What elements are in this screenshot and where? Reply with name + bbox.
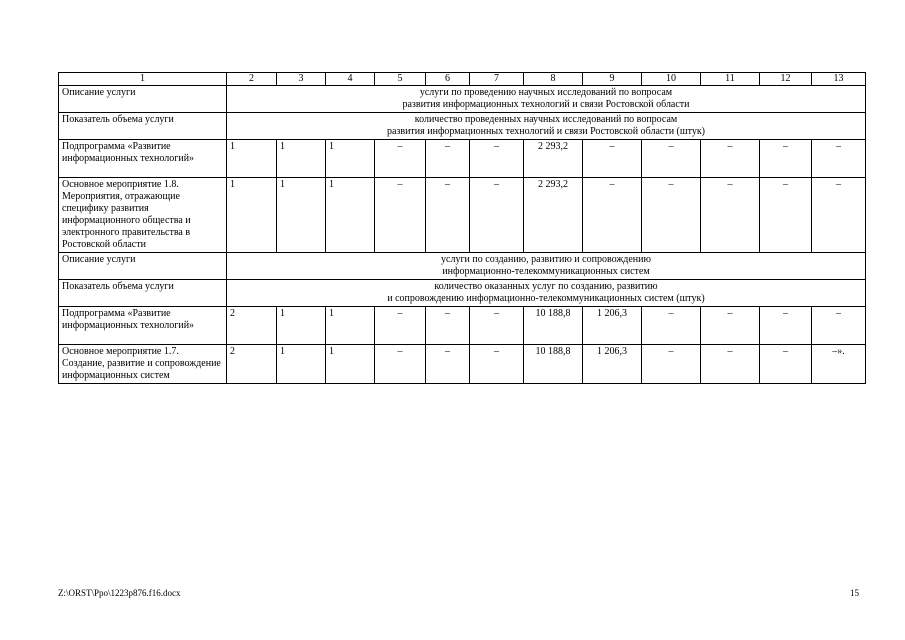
column-header: 2	[227, 73, 277, 86]
table-cell: –	[426, 178, 470, 253]
table-cell: –	[583, 178, 642, 253]
table-cell: 1 206,3	[583, 307, 642, 345]
table-row	[59, 280, 866, 307]
row-label: Основное мероприятие 1.8. Мероприятия, отражающие специфику развития информационного общества и электронного правительства в Ростовской области	[59, 178, 227, 253]
table-cell: –	[470, 345, 524, 384]
table-cell: –	[812, 307, 866, 345]
services-table	[58, 72, 866, 384]
table-cell: 2 293,2	[524, 140, 583, 178]
table-cell: 1 206,3	[583, 345, 642, 384]
row-label: Подпрограмма «Развитие информационных технологий»	[59, 140, 227, 178]
column-header: 1	[59, 73, 227, 86]
table-cell: –	[375, 178, 426, 253]
column-header: 10	[642, 73, 701, 86]
table-cell: 1	[227, 178, 277, 253]
table-row	[59, 307, 866, 345]
table-cell: –	[375, 307, 426, 345]
description-line: количество оказанных услуг по созданию, развитию	[434, 281, 658, 292]
page-number: 15	[850, 588, 859, 598]
description-line: развития информационных технологий и связи Ростовской области (штук)	[386, 126, 706, 137]
table-cell: 1	[227, 140, 277, 178]
file-path: Z:\ORST\Ppo\1223p876.f16.docx	[58, 588, 181, 598]
table-cell: –	[470, 307, 524, 345]
table-cell: –	[642, 140, 701, 178]
table-cell: –	[375, 140, 426, 178]
column-header: 9	[583, 73, 642, 86]
table-row	[59, 86, 866, 113]
table-cell: 1	[326, 345, 375, 384]
table-cell: –	[583, 140, 642, 178]
table-cell: –	[701, 178, 760, 253]
table-cell: –	[701, 307, 760, 345]
merged-description	[227, 86, 866, 113]
table-cell: 2 293,2	[524, 178, 583, 253]
column-header: 3	[277, 73, 326, 86]
merged-description	[227, 113, 866, 140]
table-cell: 1	[326, 178, 375, 253]
description-line: информационно-телекоммуникационных систем	[442, 266, 650, 277]
description-line: услуги по проведению научных исследований по вопросам	[419, 87, 673, 98]
table-cell: –	[426, 345, 470, 384]
table-row	[59, 178, 866, 253]
table-cell: –	[701, 140, 760, 178]
table-cell: 2	[227, 345, 277, 384]
description-line: и сопровождению информационно-телекоммуникационных систем (штук)	[387, 293, 705, 304]
table-cell: –	[760, 345, 812, 384]
merged-description	[227, 280, 866, 307]
table-cell: –	[642, 178, 701, 253]
table-cell: –	[375, 345, 426, 384]
table-cell: –	[701, 345, 760, 384]
table-cell: –	[426, 140, 470, 178]
table-cell: 1	[277, 140, 326, 178]
table-row	[59, 253, 866, 280]
table-cell: 1	[326, 140, 375, 178]
table-cell: 10 188,8	[524, 307, 583, 345]
table-cell: –».	[812, 345, 866, 384]
row-label: Показатель объема услуги	[59, 113, 227, 140]
column-header: 12	[760, 73, 812, 86]
description-line: развития информационных технологий и связи Ростовской области	[402, 99, 690, 110]
column-header: 5	[375, 73, 426, 86]
row-label: Показатель объема услуги	[59, 280, 227, 307]
column-header: 6	[426, 73, 470, 86]
column-header: 13	[812, 73, 866, 86]
table-row	[59, 140, 866, 178]
row-label: Основное мероприятие 1.7. Создание, развитие и сопровождение информационных систем	[59, 345, 227, 384]
header-row	[59, 73, 866, 86]
table-cell: 1	[277, 178, 326, 253]
table-cell: –	[426, 307, 470, 345]
table-cell: –	[470, 140, 524, 178]
table-row	[59, 113, 866, 140]
table-row	[59, 345, 866, 384]
table-cell: 1	[326, 307, 375, 345]
table-cell: –	[760, 140, 812, 178]
column-header: 4	[326, 73, 375, 86]
table-cell: –	[812, 140, 866, 178]
description-line: количество проведенных научных исследований по вопросам	[414, 114, 678, 125]
table-cell: 2	[227, 307, 277, 345]
table-cell: –	[470, 178, 524, 253]
column-header: 8	[524, 73, 583, 86]
table-cell: –	[760, 178, 812, 253]
row-label: Подпрограмма «Развитие информационных технологий»	[59, 307, 227, 345]
table-cell: –	[642, 307, 701, 345]
table-cell: 10 188,8	[524, 345, 583, 384]
description-line: услуги по созданию, развитию и сопровождению	[441, 254, 651, 265]
table-cell: –	[760, 307, 812, 345]
table-cell: –	[812, 178, 866, 253]
row-label: Описание услуги	[59, 86, 227, 113]
merged-description	[227, 253, 866, 280]
row-label: Описание услуги	[59, 253, 227, 280]
column-header: 7	[470, 73, 524, 86]
table-cell: 1	[277, 345, 326, 384]
column-header: 11	[701, 73, 760, 86]
table-cell: 1	[277, 307, 326, 345]
table-cell: –	[642, 345, 701, 384]
